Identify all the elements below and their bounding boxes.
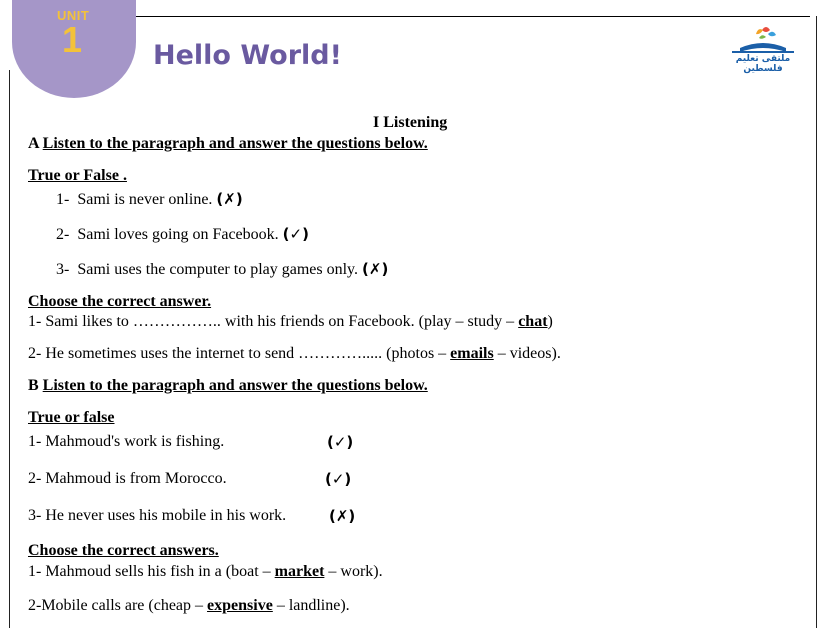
item-number: 3-: [56, 261, 70, 278]
true-mark: (✓): [327, 433, 354, 451]
correct-answer: chat: [518, 313, 548, 330]
part-b-letter: B: [28, 377, 39, 394]
correct-answer: market: [274, 563, 325, 580]
item-text: 1- Mahmoud sells his fish in a (boat –: [28, 563, 275, 580]
unit-label: UNIT: [57, 8, 90, 23]
unit-number: 1: [62, 19, 83, 60]
section-title: I Listening: [373, 114, 448, 131]
list-item: [28, 313, 553, 331]
correct-answer: emails: [450, 345, 494, 362]
true-mark: (✓): [325, 470, 352, 488]
part-a-tf-heading: True or False .: [28, 167, 127, 184]
item-text: Sami is never online.: [77, 191, 213, 208]
part-a-mc-heading: Choose the correct answer.: [28, 293, 212, 310]
item-text-end: – work).: [324, 563, 383, 580]
list-item: 3- He never uses his mobile in his work.: [28, 507, 287, 524]
item-text-end: – videos).: [493, 345, 561, 362]
part-b-tf-heading: True or false: [28, 409, 115, 426]
item-text-end: – landline).: [272, 597, 350, 614]
part-b-mc-heading: Choose the correct answers.: [28, 542, 219, 559]
part-b-instruction-text: Listen to the paragraph and answer the questions below.: [42, 377, 428, 394]
item-text: 2-Mobile calls are (cheap –: [28, 597, 208, 614]
part-a-letter: A: [28, 135, 39, 152]
correct-answer: expensive: [207, 597, 273, 614]
true-mark: (✓): [282, 225, 309, 243]
part-a-instruction: [28, 135, 428, 153]
list-item: [28, 597, 350, 615]
list-item: [56, 260, 388, 279]
item-text: 2- He sometimes uses the internet to send …………..... (photos –: [28, 345, 451, 362]
list-item: [56, 190, 243, 209]
list-item: [28, 563, 383, 581]
right-margin-rule: [816, 16, 817, 628]
item-text: 1- Sami likes to …………….. with his friends on Facebook. (play – study –: [28, 313, 519, 330]
unit-badge: [12, 0, 136, 98]
item-number: 1-: [56, 191, 70, 208]
top-rule: [40, 16, 810, 17]
item-text: Sami loves going on Facebook.: [77, 226, 279, 243]
item-text-end: ): [547, 313, 553, 330]
false-mark: (✗): [329, 507, 356, 525]
list-item: [28, 345, 561, 363]
item-number: 2-: [56, 226, 70, 243]
logo-text: ملتقى تعليم فلسطين: [735, 54, 791, 74]
list-item: 2- Mahmoud is from Morocco.: [28, 470, 227, 487]
false-mark: (✗): [362, 260, 389, 278]
part-a-instruction-text: Listen to the paragraph and answer the questions below.: [42, 135, 428, 152]
part-b-instruction: [28, 377, 428, 395]
item-text: Sami uses the computer to play games only.: [77, 261, 359, 278]
page-title: Hello World!: [153, 40, 342, 71]
left-margin-rule: [9, 70, 10, 628]
list-item: 1- Mahmoud's work is fishing.: [28, 433, 225, 450]
list-item: [56, 225, 309, 244]
false-mark: (✗): [216, 190, 243, 208]
